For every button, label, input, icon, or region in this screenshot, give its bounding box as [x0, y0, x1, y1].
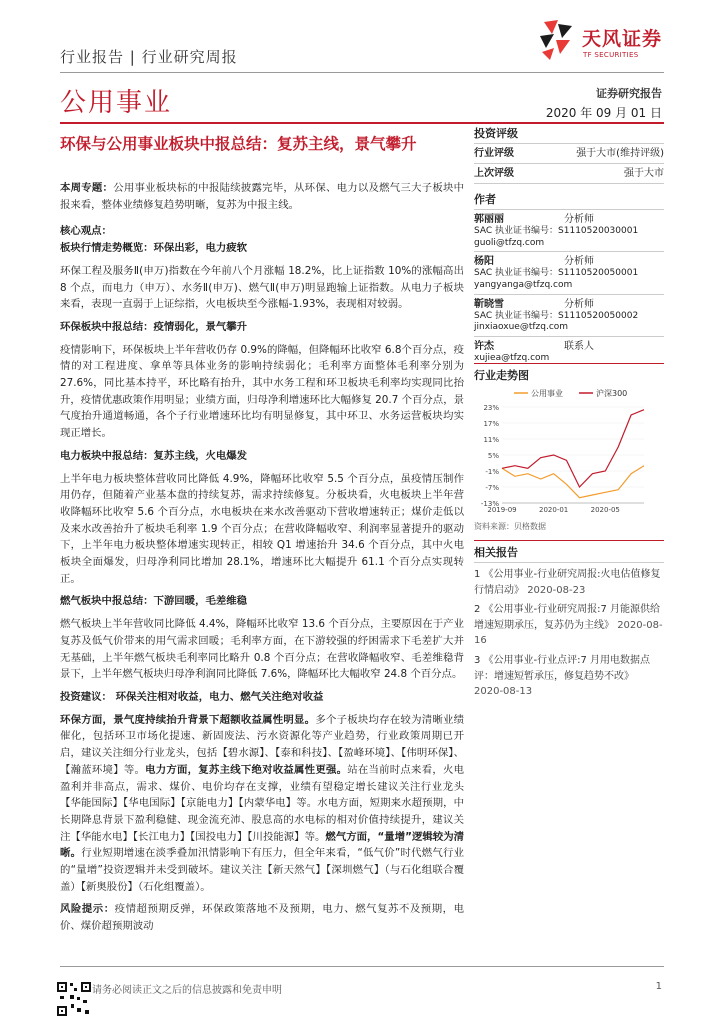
section-heading: 燃气板块中报总结：下游回暖，毛差维稳 — [60, 595, 248, 608]
author-item: 靳晓雪 分析师 SAC 执业证书编号：S1110520050002 jinxiaoxue@tfzq.com — [474, 299, 664, 337]
rating-box — [474, 123, 664, 184]
company-name-en: TF SECURITIES — [583, 51, 639, 59]
author-item: 许杰 联系人 xujiea@tfzq.com — [474, 341, 594, 363]
investment-heading: 环保关注相对收益，电力、燃气关注绝对收益 — [115, 690, 324, 703]
logo-mark-icon — [536, 18, 580, 62]
x-tick-label: 2019-09 — [487, 506, 517, 514]
author-item: 杨阳 分析师 SAC 执业证书编号：S1110520050001 yangyanga@tfzq.com — [474, 256, 664, 294]
x-tick-label: 2020-05 — [590, 506, 620, 514]
series-line-0 — [502, 466, 644, 498]
gas-text: 行业短期增速在淡季叠加汛情影响下有压力，但全年来看，“低气价”时代燃气行业的“量增”投资逻辑并未受到破坏。建议关注【新天然气】【深圳燃气】（与石化组联合覆盖）【新奥股份】（石化组覆盖）。 — [60, 847, 465, 893]
y-tick-label: 23% — [483, 404, 499, 412]
authors-heading: 作者 — [474, 188, 664, 210]
author-item: 郭丽丽 分析师 SAC 执业证书编号：S1110520030001 guoli@tfzq.com — [474, 214, 664, 252]
y-tick-label: 17% — [483, 420, 499, 428]
legend-label-csi300: 沪深300 — [596, 389, 628, 398]
related-reports — [474, 540, 664, 700]
weekly-topic-label: 本周专题： — [60, 182, 114, 194]
series-line-1 — [502, 410, 644, 487]
env-highlight: 景气度持续抬升背景下超额收益属性明显。 — [113, 713, 316, 726]
y-tick-label: 11% — [483, 436, 499, 444]
industry-title: 公用事业 — [60, 88, 173, 118]
gas-highlight: 燃气方面，“量增”逻辑较为清晰。 — [60, 830, 464, 860]
trend-chart-box — [474, 363, 664, 532]
section-heading: 电力板块中报总结：复苏主线，火电爆发 — [60, 449, 248, 462]
weekly-topic-text: 公用事业板块标的中报陆续披露完毕，从环保、电力以及燃气三大子板块中报来看，整体业绩修复趋势明晰，复苏为中报主线。 — [60, 182, 465, 211]
qr-code-icon[interactable] — [55, 980, 93, 1018]
main-body — [60, 180, 464, 935]
page-number: 1 — [655, 981, 662, 992]
section-heading: 环保板块中报总结：疫情弱化，景气攀升 — [60, 320, 248, 333]
authors-box — [474, 188, 664, 367]
report-date: 2020 年 09 月 01 日 — [545, 106, 662, 120]
section-text: 燃气板块上半年营收同比降低 4.4%，降幅环比收窄 13.6 个百分点，主要原因在于产业复苏及低气价带来的用气需求回暖；毛利率方面，在下游较强的纾困需求下毛差扩大并无基础，上半年燃气板块毛利率同比略升 0.8 个百分点；在营收降幅收窄、毛差维稳背景下，上半年燃气板块归母净利润同比降低 7.6%，降幅环比大幅收窄 24.8 个百分点。 — [60, 618, 464, 681]
section-text: 疫情影响下，环保板块上半年营收仍存 0.9%的降幅，但降幅环比收窄 6.8个百分点，疫情的对工程进度、拿单等具体业务的影响持续弱化；毛利率方面整体毛利率分别为 27.6%，同比基本持平，环比略有抬升，其中水务工程和环卫板块毛利率均实现同比抬升，疫情优惠政策作用明显；业绩方面，归母净利增速环比大幅修复 20.7 个百分点，景气度抬升通道畅通，各个子行业增速环比均有明显修复，其中环卫、水务运营板块均实现正增长。 — [60, 343, 464, 440]
footer-disclaimer: 请务必阅读正文之后的信息披露和免责申明 — [92, 985, 282, 996]
rating-heading: 投资评级 — [474, 123, 664, 144]
env-text: 多个子板块均存在较为清晰业绩催化，包括环卫市场化提速、新固废法、污水资源化等产业趋势，行业政策周期已开启，建议关注细分行业龙头，包括【碧水源】、【泰和科技】、【盈峰环境】、【伟明环保】、【瀚蓝环境】等。 — [60, 713, 465, 776]
report-link[interactable]: 1 《公用事业-行业研究周报:火电估值修复行情启动》 2020-08-23 — [474, 569, 661, 596]
chart-source: 资料来源：贝格数据 — [474, 522, 546, 531]
investment-label: 投资建议： — [60, 690, 112, 703]
y-tick-label: 5% — [487, 452, 499, 460]
core-label: 核心观点： — [60, 225, 112, 238]
trend-chart — [474, 385, 664, 517]
footer-divider — [60, 966, 664, 967]
section-text: 上半年电力板块整体营收同比降低 4.9%，降幅环比收窄 5.5 个百分点，虽疫情压制作用仍存，但随着产业基本盘的持续复苏，需求持续修复。分板块看，火电板块上半年营收降幅环比收窄 5.6 个百分点，水电板块在来水改善驱动下营收增速转正；煤价走低以及来水改善抬升了板块毛利率 1.9 个百分点；在营收降幅收窄、利润率显著提升的驱动下，上半年电力板块整体增速实现转正，相较 Q1 增速抬升 34.6 个百分点，其中火电板块全面爆发，归母净利同比增加 28.1%，增速环比大幅提升 61.1 个百分点实现转正。 — [60, 472, 464, 585]
rating-row: 上次评级 强于大市 — [474, 164, 664, 184]
rating-row: 行业评级 强于大市(维持评级) — [474, 144, 664, 164]
company-name: 天风证券 — [582, 28, 663, 50]
report-type: 行业报告 | 行业研究周报 — [60, 48, 238, 66]
risk-text: 疫情超预期反弹，环保政策落地不及预期，电力、燃气复苏不及预期，电价、煤价超预期波动 — [60, 903, 465, 933]
power-highlight: 电力方面，复苏主线下绝对收益属性更强。 — [145, 763, 348, 776]
section-text: 环保工程及服务Ⅱ(申万)指数在今年前八个月涨幅 18.2%，比上证指数 10%的涨幅高出 8 个点，而电力（申万）、水务Ⅱ(申万)、燃气Ⅱ(申万)明显跑输上证指数。从电力子板块来看，表现一直弱于上证综指，火电板块至今涨幅-1.93%，表现相对较弱。 — [60, 264, 464, 311]
legend-label-utilities: 公用事业 — [531, 389, 563, 398]
report-title: 环保与公用事业板块中报总结：复苏主线，景气攀升 — [60, 135, 417, 153]
chart-heading: 行业走势图 — [474, 363, 664, 383]
reports-heading: 相关报告 — [474, 540, 664, 563]
report-label: 证券研究报告 — [596, 87, 662, 100]
report-link[interactable]: 2 《公用事业-行业研究周报:7 月能源供给增速短期承压，复苏仍为主线》 2020-08-16 — [474, 604, 663, 647]
env-label: 环保方面， — [60, 713, 114, 726]
section-heading: 板块行情走势概览：环保出彩，电力疲软 — [60, 242, 248, 255]
y-tick-label: -13% — [480, 500, 499, 508]
company-logo — [536, 18, 666, 72]
y-tick-label: -7% — [485, 484, 499, 492]
x-tick-label: 2020-01 — [539, 506, 569, 514]
power-text: 站在当前时点来看，火电盈利并非高点，需求、煤价、电价均存在支撑，业绩有望稳定增长建议关注行业龙头【华能国际】【华电国际】【京能电力】【内蒙华电】等。水电方面，短期来水超预期，中长期降息背景下盈利稳健、现金流充沛、股息高的水电标的相对价值持续提升，建议关注【华能水电】【长江电力】【国投电力】【川投能源】等。 — [60, 763, 465, 843]
header-divider — [60, 72, 664, 73]
y-tick-label: -1% — [485, 468, 499, 476]
report-link[interactable]: 3 《公用事业-行业点评:7 月用电数据点评：增速短暂承压，修复趋势不改》 2020-08-13 — [474, 654, 651, 698]
risk-label: 风险提示： — [60, 903, 115, 916]
